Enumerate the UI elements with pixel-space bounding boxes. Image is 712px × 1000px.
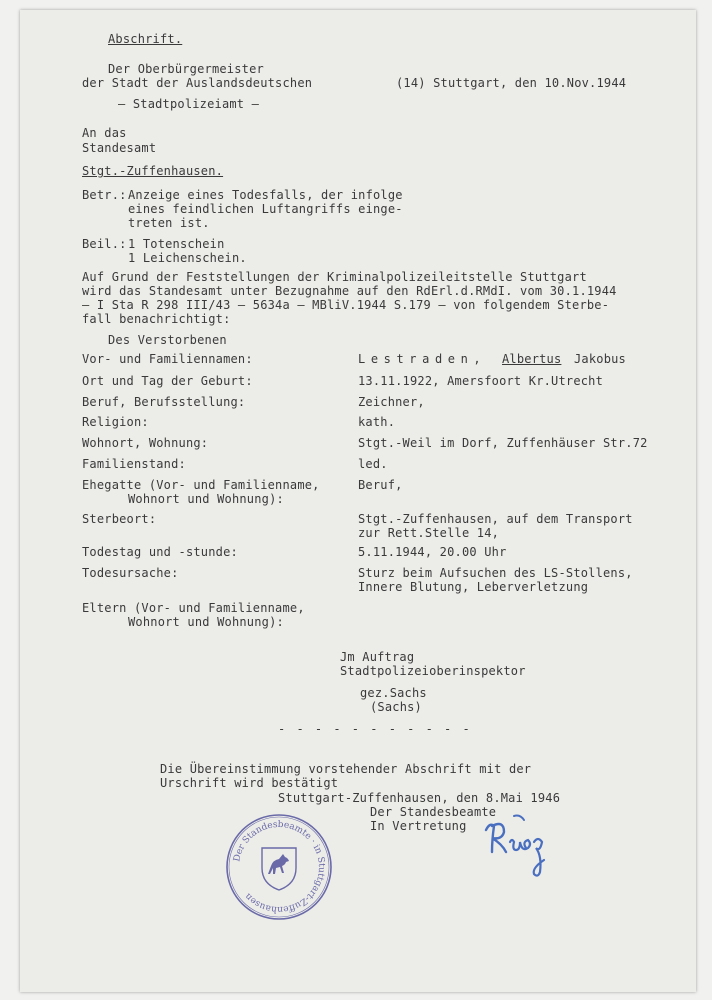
certification-line: Urschrift wird bestätigt bbox=[160, 776, 339, 790]
intro-line: fall benachrichtigt: bbox=[82, 312, 231, 326]
section-divider: - - - - - - - - - - - bbox=[278, 722, 472, 736]
field-value-cause: Innere Blutung, Leberverletzung bbox=[358, 580, 589, 594]
signature-line: (Sachs) bbox=[370, 700, 422, 714]
field-value-spouse: Beruf, bbox=[358, 478, 403, 492]
signature-line: gez.Sachs bbox=[360, 686, 427, 700]
enclosure-line: 1 Totenschein bbox=[128, 237, 225, 251]
field-label-residence: Wohnort, Wohnung: bbox=[82, 436, 209, 450]
field-label-cause: Todesursache: bbox=[82, 566, 179, 580]
field-label-deathdate: Todestag und -stunde: bbox=[82, 545, 238, 559]
handwritten-signature bbox=[478, 808, 564, 886]
signature-line: Stadtpolizeioberinspektor bbox=[340, 664, 526, 678]
authority-line: der Stadt der Auslandsdeutschen bbox=[82, 76, 313, 90]
field-value-status: led. bbox=[358, 457, 388, 471]
field-label-birth: Ort und Tag der Geburt: bbox=[82, 374, 253, 388]
field-label-deathplace: Sterbeort: bbox=[82, 512, 157, 526]
field-label-spouse: Wohnort und Wohnung): bbox=[128, 492, 284, 506]
subject-label: Betr.: bbox=[82, 188, 127, 202]
authority-line: – Stadtpolizeiamt – bbox=[118, 97, 260, 111]
certification-line: Die Übereinstimmung vorstehender Abschrift mit der bbox=[160, 762, 532, 776]
enclosure-line: 1 Leichenschein. bbox=[128, 251, 247, 265]
signature-line: Jm Auftrag bbox=[340, 650, 415, 664]
field-value-middlename: Jakobus bbox=[574, 352, 626, 366]
recipient-line: Standesamt bbox=[82, 141, 157, 155]
place-date: (14) Stuttgart, den 10.Nov.1944 bbox=[396, 76, 627, 90]
field-value-religion: kath. bbox=[358, 415, 396, 429]
field-value-birth: 13.11.1922, Amersfoort Kr.Utrecht bbox=[358, 374, 604, 388]
subject-line: Anzeige eines Todesfalls, der infolge bbox=[128, 188, 403, 202]
field-value-residence: Stgt.-Weil im Dorf, Zuffenhäuser Str.72 bbox=[358, 436, 648, 450]
subject-line: eines feindlichen Luftangriffs einge- bbox=[128, 202, 403, 216]
intro-line: – I Sta R 298 III/43 – 5634a – MBliV.1944 S.179 – von folgendem Sterbe- bbox=[82, 298, 610, 312]
field-label-spouse: Ehegatte (Vor- und Familienname, bbox=[82, 478, 320, 492]
deceased-heading: Des Verstorbenen bbox=[108, 333, 227, 347]
recipient-line: An das bbox=[82, 126, 127, 140]
field-label-religion: Religion: bbox=[82, 415, 149, 429]
enclosure-label: Beil.: bbox=[82, 237, 127, 251]
document-page bbox=[20, 10, 696, 992]
intro-line: Auf Grund der Feststellungen der Kriminalpolizeileitstelle Stuttgart bbox=[82, 270, 587, 284]
copy-label: Abschrift. bbox=[108, 32, 183, 46]
field-value-cause: Sturz beim Aufsuchen des LS-Stollens, bbox=[358, 566, 633, 580]
certification-line: Stuttgart-Zuffenhausen, den 8.Mai 1946 bbox=[278, 791, 561, 805]
field-value-occupation: Zeichner, bbox=[358, 395, 425, 409]
field-value-deathplace: Stgt.-Zuffenhausen, auf dem Transport bbox=[358, 512, 633, 526]
authority-line: Der Oberbürgermeister bbox=[108, 62, 264, 76]
field-value-deathdate: 5.11.1944, 20.00 Uhr bbox=[358, 545, 507, 559]
intro-line: wird das Standesamt unter Bezugnahme auf den RdErl.d.RMdI. vom 30.1.1944 bbox=[82, 284, 617, 298]
field-label-status: Familienstand: bbox=[82, 457, 186, 471]
recipient-office: Stgt.-Zuffenhausen. bbox=[82, 164, 224, 178]
svg-text:Der Standesbeamte · in Stuttga: Der Standesbeamte · in Stuttgart-Zuffenhausen bbox=[232, 819, 327, 915]
field-value-deathplace: zur Rett.Stelle 14, bbox=[358, 526, 500, 540]
certification-line: In Vertretung bbox=[370, 819, 467, 833]
field-value-firstname: Albertus bbox=[502, 352, 562, 366]
field-label-parents: Wohnort und Wohnung): bbox=[128, 615, 284, 629]
certification-line: Der Standesbeamte bbox=[370, 805, 497, 819]
field-label-occupation: Beruf, Berufsstellung: bbox=[82, 395, 246, 409]
official-stamp bbox=[224, 812, 334, 922]
field-value-surname: Lestraden, bbox=[358, 352, 487, 366]
subject-line: treten ist. bbox=[128, 216, 210, 230]
field-label-parents: Eltern (Vor- und Familienname, bbox=[82, 601, 305, 615]
field-label-name: Vor- und Familiennamen: bbox=[82, 352, 253, 366]
